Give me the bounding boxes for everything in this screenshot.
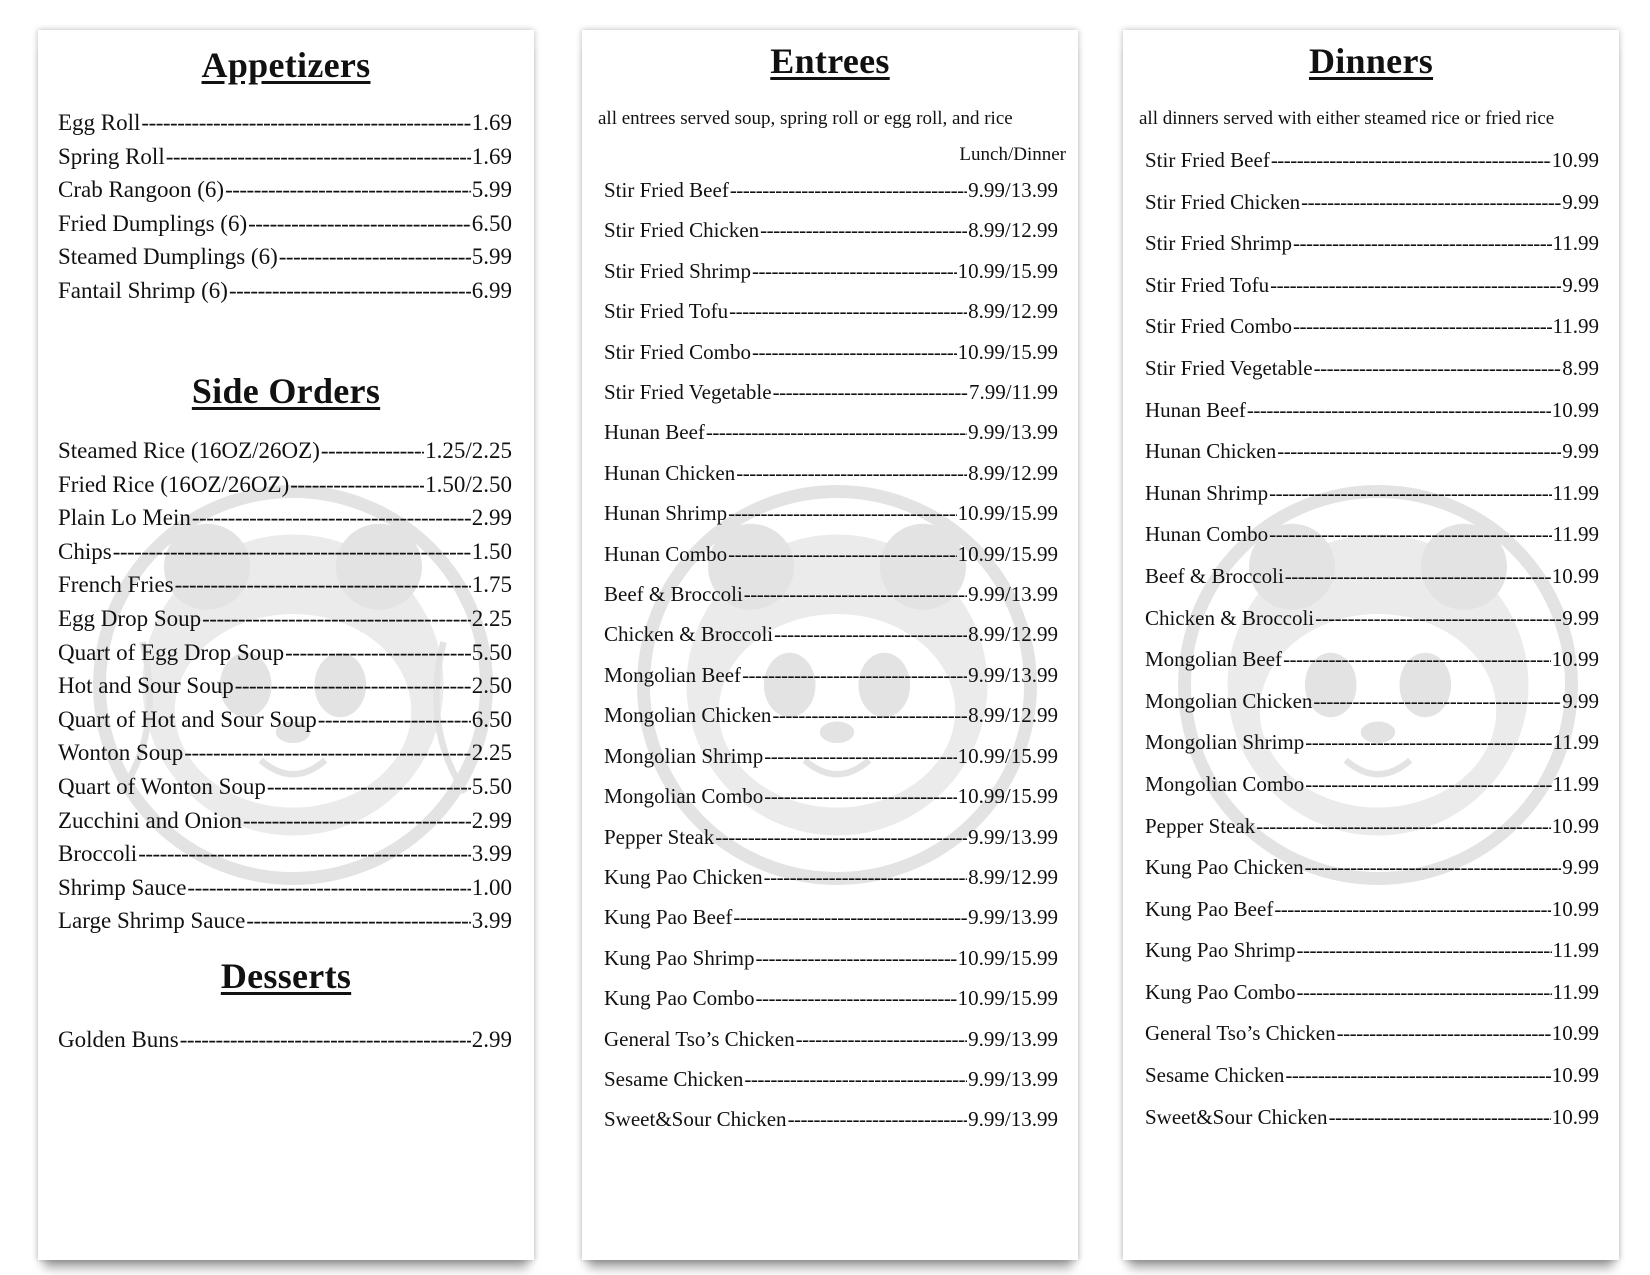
- menu-item-name: Plain Lo Mein: [58, 505, 191, 531]
- menu-item-name: Zucchini and Onion: [58, 807, 242, 833]
- menu-item: [1145, 847, 1599, 889]
- menu-item-price: 9.99: [1562, 688, 1599, 713]
- menu-item-name: Crab Rangoon (6): [58, 177, 225, 203]
- menu-item-name: Quart of Wonton Soup: [58, 773, 266, 799]
- menu-item-price: 2.99: [471, 505, 512, 531]
- menu-item-price: 10.99/15.99: [957, 339, 1058, 364]
- menu-item-name: Sweet&Sour Chicken: [1145, 1104, 1328, 1129]
- menu-item-leader: [321, 434, 424, 468]
- menu-item-name: Hunan Combo: [1145, 522, 1269, 547]
- menu-item-leader: [246, 904, 470, 938]
- menu-panel-entrees: [582, 30, 1078, 1260]
- menu-item-name: General Tso’s Chicken: [1145, 1021, 1336, 1046]
- menu-item-price: 10.99: [1551, 1063, 1599, 1088]
- menu-item: [1145, 1013, 1599, 1055]
- menu-item-price: 1.75: [471, 572, 512, 598]
- entrees-price-header: Lunch/Dinner: [959, 144, 1066, 165]
- menu-item-leader: [744, 574, 967, 614]
- menu-item: [58, 871, 512, 905]
- menu-item-price: 11.99: [1552, 522, 1599, 547]
- menu-item-name: Hunan Beef: [604, 420, 705, 445]
- menu-item-leader: [1293, 306, 1552, 348]
- menu-item: [604, 534, 1058, 574]
- menu-item: [58, 140, 512, 174]
- menu-item-name: Mongolian Chicken: [1145, 688, 1313, 713]
- menu-item-leader: [1256, 806, 1551, 848]
- menu-item-name: Stir Fried Combo: [1145, 314, 1293, 339]
- menu-item-price: 10.99/15.99: [957, 945, 1058, 970]
- menu-item-name: Stir Fried Tofu: [604, 299, 729, 324]
- menu-item: [604, 695, 1058, 735]
- menu-item: [604, 857, 1058, 897]
- menu-item-name: Chips: [58, 538, 112, 564]
- menu-item-price: 3.99: [471, 841, 512, 867]
- menu-item: [58, 106, 512, 140]
- menu-item-name: Hunan Shrimp: [604, 501, 728, 526]
- menu-item: [58, 468, 512, 502]
- menu-item-name: Egg Roll: [58, 110, 141, 135]
- menu-item-price: 1.69: [471, 110, 512, 135]
- menu-item: [1145, 930, 1599, 972]
- menu-item-name: Mongolian Beef: [1145, 647, 1283, 672]
- menu-item-leader: [1270, 265, 1561, 307]
- menu-item-price: 1.69: [471, 143, 512, 169]
- menu-item-leader: [1297, 972, 1552, 1014]
- menu-item-leader: [202, 602, 471, 636]
- menu-panel-left: [38, 30, 534, 1260]
- menu-item-price: 9.99/13.99: [968, 1066, 1058, 1091]
- menu-item-price: 11.99: [1552, 771, 1599, 796]
- menu-item-leader: [180, 1023, 471, 1057]
- menu-item-leader: [1305, 722, 1551, 764]
- menu-item: [58, 669, 512, 703]
- menu-item: [58, 770, 512, 804]
- menu-item-leader: [736, 453, 967, 493]
- menu-item-price: 8.99/12.99: [968, 299, 1058, 324]
- menu-item: [604, 170, 1058, 210]
- menu-item-name: Kung Pao Shrimp: [604, 945, 755, 970]
- menu-item-leader: [1274, 889, 1550, 931]
- menu-item-price: 11.99: [1552, 480, 1599, 505]
- menu-item-name: Quart of Egg Drop Soup: [58, 639, 285, 665]
- appetizers-title: Appetizers: [201, 45, 371, 85]
- menu-item: [58, 240, 512, 274]
- menu-item-leader: [1269, 473, 1551, 515]
- menu-item: [1145, 764, 1599, 806]
- menu-item-price: 8.99/12.99: [968, 460, 1058, 485]
- menu-item: [1145, 431, 1599, 473]
- menu-item: [604, 412, 1058, 452]
- menu-item-leader: [1277, 431, 1561, 473]
- side-orders-title: Side Orders: [191, 371, 381, 411]
- menu-item-leader: [728, 534, 957, 574]
- menu-item: [1145, 972, 1599, 1014]
- menu-item-name: Beef & Broccoli: [1145, 563, 1284, 588]
- menu-item-leader: [184, 736, 470, 770]
- menu-item-leader: [225, 173, 471, 207]
- menu-item-leader: [1301, 182, 1561, 224]
- menu-item: [58, 636, 512, 670]
- menu-item-name: Stir Fried Chicken: [604, 218, 760, 243]
- menu-item-leader: [318, 703, 471, 737]
- menu-item-price: 2.99: [471, 807, 512, 833]
- menu-item-price: 11.99: [1552, 979, 1599, 1004]
- menu-item-price: 9.99/13.99: [968, 178, 1058, 202]
- menu-item: [1145, 390, 1599, 432]
- menu-item-leader: [1297, 930, 1552, 972]
- menu-item-name: Hunan Combo: [604, 541, 728, 566]
- menu-item-leader: [1314, 348, 1562, 390]
- menu-item: [58, 535, 512, 569]
- menu-panel-dinners: [1123, 30, 1619, 1260]
- menu-item: [604, 574, 1058, 614]
- menu-item-price: 10.99/15.99: [957, 986, 1058, 1011]
- menu-item: [604, 614, 1058, 654]
- menu-item-leader: [290, 468, 424, 502]
- dinners-list: [1145, 140, 1599, 1138]
- menu-item-price: 10.99: [1551, 896, 1599, 921]
- menu-item-name: Hunan Chicken: [1145, 439, 1277, 464]
- menu-item-name: Mongolian Beef: [604, 662, 742, 687]
- menu-item-name: Kung Pao Combo: [604, 986, 755, 1011]
- menu-item: [58, 568, 512, 602]
- menu-item-price: 11.99: [1552, 730, 1599, 755]
- menu-item-leader: [248, 207, 471, 241]
- menu-item-leader: [113, 535, 471, 569]
- menu-item-leader: [715, 817, 967, 857]
- menu-item-price: 5.99: [471, 177, 512, 203]
- menu-item-price: 9.99/13.99: [968, 824, 1058, 849]
- menu-item-price: 8.99/12.99: [968, 864, 1058, 889]
- menu-item-leader: [752, 251, 957, 291]
- desserts-list: [58, 1023, 512, 1057]
- menu-item-leader: [1285, 1055, 1550, 1097]
- menu-item-leader: [733, 897, 967, 937]
- menu-item: [1145, 514, 1599, 556]
- menu-item-price: 1.25/2.25: [425, 438, 512, 463]
- entrees-note: all entrees served soup, spring roll or egg roll, and rice: [598, 108, 1013, 129]
- menu-item: [1145, 598, 1599, 640]
- menu-item-name: Mongolian Chicken: [604, 703, 772, 728]
- menu-item-leader: [756, 938, 957, 978]
- menu-item-name: Quart of Hot and Sour Soup: [58, 706, 317, 732]
- menu-item: [604, 776, 1058, 816]
- menu-item-name: Kung Pao Combo: [1145, 979, 1296, 1004]
- menu-item-name: Stir Fried Shrimp: [604, 258, 752, 283]
- menu-item-leader: [728, 493, 957, 533]
- menu-item-leader: [1315, 598, 1561, 640]
- menu-item-name: Steamed Dumplings (6): [58, 244, 278, 270]
- menu-item-name: Stir Fried Vegetable: [604, 380, 772, 405]
- menu-item-leader: [1269, 514, 1551, 556]
- menu-item: [604, 897, 1058, 937]
- menu-item-name: Sesame Chicken: [1145, 1063, 1285, 1088]
- menu-item: [58, 804, 512, 838]
- menu-item: [1145, 140, 1599, 182]
- menu-item-name: Pepper Steak: [604, 824, 715, 849]
- menu-item-leader: [752, 332, 957, 372]
- menu-item-price: 8.99: [1562, 355, 1599, 380]
- menu-item-price: 9.99/13.99: [968, 582, 1058, 607]
- menu-item: [58, 736, 512, 770]
- menu-item: [604, 1019, 1058, 1059]
- menu-item-name: Fried Rice (16OZ/26OZ): [58, 471, 290, 497]
- entrees-title: Entrees: [770, 41, 890, 81]
- menu-item-price: 9.99/13.99: [968, 1107, 1058, 1132]
- menu-item-name: French Fries: [58, 572, 174, 598]
- menu-item: [604, 1059, 1058, 1099]
- menu-item-name: Beef & Broccoli: [604, 582, 743, 607]
- menu-item-price: 10.99: [1551, 1104, 1599, 1129]
- menu-item-name: Egg Drop Soup: [58, 605, 202, 631]
- menu-item-name: Stir Fried Shrimp: [1145, 231, 1293, 256]
- menu-item-price: 8.99/12.99: [968, 622, 1058, 647]
- menu-item: [58, 501, 512, 535]
- menu-item: [604, 978, 1058, 1018]
- menu-item-name: Wonton Soup: [58, 740, 184, 766]
- menu-item: [58, 904, 512, 938]
- menu-item-leader: [1283, 639, 1551, 681]
- menu-item-price: 2.25: [471, 740, 512, 766]
- menu-item-price: 11.99: [1552, 314, 1599, 339]
- menu-item-leader: [760, 210, 967, 250]
- dinners-title: Dinners: [1308, 41, 1434, 81]
- menu-item-leader: [764, 776, 956, 816]
- menu-item-name: Chicken & Broccoli: [1145, 605, 1315, 630]
- menu-item-name: Stir Fried Beef: [1145, 148, 1270, 172]
- menu-item-leader: [1313, 681, 1561, 723]
- menu-item-leader: [175, 568, 471, 602]
- menu-item-leader: [764, 736, 956, 776]
- dinners-note: all dinners served with either steamed rice or fried rice: [1139, 108, 1555, 129]
- desserts-title: Desserts: [220, 956, 352, 996]
- menu-item-leader: [166, 140, 471, 174]
- menu-item-price: 2.50: [471, 673, 512, 699]
- menu-item: [1145, 1097, 1599, 1139]
- menu-item-leader: [141, 106, 470, 140]
- menu-item-name: Broccoli: [58, 841, 138, 867]
- menu-item-price: 10.99/15.99: [957, 501, 1058, 526]
- menu-item-price: 10.99: [1551, 563, 1599, 588]
- menu-item-leader: [729, 291, 967, 331]
- menu-item-price: 9.99/13.99: [968, 905, 1058, 930]
- menu-item-leader: [730, 170, 967, 210]
- menu-item-leader: [187, 871, 470, 905]
- menu-item-name: Fried Dumplings (6): [58, 210, 248, 236]
- menu-item: [604, 493, 1058, 533]
- menu-item-leader: [1329, 1097, 1551, 1139]
- menu-item-price: 11.99: [1552, 938, 1599, 963]
- menu-item-leader: [243, 804, 471, 838]
- menu-item: [604, 291, 1058, 331]
- menu-item: [604, 1099, 1058, 1139]
- menu-item-price: 6.50: [471, 706, 512, 732]
- menu-item: [604, 938, 1058, 978]
- menu-item-leader: [138, 837, 471, 871]
- menu-item-name: Mongolian Shrimp: [1145, 730, 1305, 755]
- menu-item-price: 9.99: [1562, 605, 1599, 630]
- menu-item-name: Mongolian Shrimp: [604, 743, 764, 768]
- side-orders-list: [58, 434, 512, 938]
- menu-item-leader: [1337, 1013, 1551, 1055]
- menu-item-name: Shrimp Sauce: [58, 874, 187, 900]
- menu-item-price: 9.99: [1562, 189, 1599, 214]
- menu-item-leader: [1285, 556, 1551, 598]
- menu-item: [604, 251, 1058, 291]
- menu-item-leader: [279, 240, 471, 274]
- menu-item: [1145, 306, 1599, 348]
- menu-item-name: Stir Fried Beef: [604, 178, 729, 202]
- menu-item-name: Spring Roll: [58, 143, 165, 169]
- menu-item-price: 10.99/15.99: [957, 743, 1058, 768]
- menu-item-leader: [773, 372, 968, 412]
- menu-item-leader: [235, 669, 471, 703]
- menu-item-price: 9.99: [1562, 855, 1599, 880]
- menu-item-name: Chicken & Broccoli: [604, 622, 774, 647]
- menu-item-leader: [285, 636, 471, 670]
- menu-item-price: 10.99: [1551, 1021, 1599, 1046]
- menu-item-price: 8.99/12.99: [968, 218, 1058, 243]
- menu-item: [604, 453, 1058, 493]
- menu-item-leader: [229, 274, 471, 308]
- menu-item-name: Stir Fried Tofu: [1145, 272, 1270, 297]
- menu-item-leader: [267, 770, 471, 804]
- menu-item-name: Hunan Chicken: [604, 460, 736, 485]
- menu-item-name: Golden Buns: [58, 1027, 179, 1052]
- menu-item-price: 1.50: [471, 538, 512, 564]
- menu-item-name: Stir Fried Combo: [604, 339, 752, 364]
- menu-item-leader: [1247, 390, 1551, 432]
- menu-item-name: Kung Pao Chicken: [604, 864, 763, 889]
- menu-item-price: 3.99: [471, 908, 512, 934]
- menu-item: [1145, 348, 1599, 390]
- menu-item: [58, 274, 512, 308]
- menu-item-name: Hunan Shrimp: [1145, 480, 1269, 505]
- menu-item-price: 5.50: [471, 639, 512, 665]
- menu-item: [604, 210, 1058, 250]
- menu-item-leader: [192, 501, 471, 535]
- menu-item-price: 8.99/12.99: [968, 703, 1058, 728]
- menu-item-price: 9.99: [1562, 439, 1599, 464]
- menu-item-leader: [706, 412, 967, 452]
- menu-item: [58, 207, 512, 241]
- menu-item-name: Kung Pao Shrimp: [1145, 938, 1296, 963]
- menu-item-name: Hunan Beef: [1145, 397, 1246, 422]
- menu-item-price: 10.99: [1551, 647, 1599, 672]
- menu-item-leader: [742, 655, 967, 695]
- menu-item-name: Kung Pao Beef: [1145, 896, 1274, 921]
- menu-item: [1145, 473, 1599, 515]
- menu-item-name: Stir Fried Chicken: [1145, 189, 1301, 214]
- menu-item-name: Large Shrimp Sauce: [58, 908, 246, 934]
- menu-item-leader: [1271, 140, 1551, 182]
- menu-item-name: General Tso’s Chicken: [604, 1026, 795, 1051]
- menu-item-price: 10.99/15.99: [957, 258, 1058, 283]
- menu-item-leader: [1305, 764, 1551, 806]
- menu-item: [604, 332, 1058, 372]
- menu-item-leader: [756, 978, 957, 1018]
- menu-item-leader: [1293, 223, 1552, 265]
- appetizers-list: [58, 106, 512, 308]
- menu-item-price: 5.50: [471, 773, 512, 799]
- menu-item: [604, 372, 1058, 412]
- menu-item: [1145, 889, 1599, 931]
- menu-item-price: 1.50/2.50: [425, 471, 512, 497]
- menu-item: [58, 434, 512, 468]
- menu-item-name: Kung Pao Chicken: [1145, 855, 1304, 880]
- menu-item: [58, 837, 512, 871]
- menu-item-leader: [796, 1019, 968, 1059]
- menu-item-name: Pepper Steak: [1145, 813, 1256, 838]
- menu-item: [1145, 639, 1599, 681]
- entrees-list: [604, 170, 1058, 1140]
- menu-item-price: 7.99/11.99: [968, 380, 1058, 405]
- menu-item-name: Hot and Sour Soup: [58, 673, 234, 699]
- menu-item-name: Steamed Rice (16OZ/26OZ): [58, 438, 320, 463]
- menu-item-leader: [774, 614, 967, 654]
- menu-item-price: 9.99/13.99: [968, 662, 1058, 687]
- menu-item-price: 9.99: [1562, 272, 1599, 297]
- menu-item: [604, 817, 1058, 857]
- menu-item: [58, 173, 512, 207]
- menu-item-price: 6.50: [471, 210, 512, 236]
- menu-item-name: Sweet&Sour Chicken: [604, 1107, 787, 1132]
- menu-item-price: 2.25: [471, 605, 512, 631]
- menu-item-price: 10.99: [1551, 397, 1599, 422]
- menu-item-leader: [1305, 847, 1562, 889]
- menu-item-price: 2.99: [471, 1027, 512, 1052]
- menu-item-name: Stir Fried Vegetable: [1145, 355, 1313, 380]
- menu-item: [58, 602, 512, 636]
- menu-item-price: 10.99/15.99: [957, 784, 1058, 809]
- menu-item-name: Mongolian Combo: [604, 784, 764, 809]
- menu-item: [1145, 722, 1599, 764]
- menu-item: [604, 736, 1058, 776]
- menu-item: [58, 703, 512, 737]
- menu-item-leader: [772, 695, 967, 735]
- menu-item-price: 6.99: [471, 277, 512, 303]
- menu-item-price: 9.99/13.99: [968, 1026, 1058, 1051]
- menu-item-name: Fantail Shrimp (6): [58, 277, 228, 303]
- menu-item: [1145, 806, 1599, 848]
- menu-item: [58, 1023, 512, 1057]
- menu-item-price: 5.99: [471, 244, 512, 270]
- menu-item-price: 10.99: [1551, 813, 1599, 838]
- menu-item-leader: [764, 857, 968, 897]
- menu-item: [1145, 182, 1599, 224]
- menu-item: [1145, 1055, 1599, 1097]
- menu-item: [1145, 681, 1599, 723]
- menu-item-price: 10.99/15.99: [957, 541, 1058, 566]
- menu-item: [1145, 223, 1599, 265]
- menu-item-price: 10.99: [1551, 148, 1599, 172]
- menu-item: [1145, 556, 1599, 598]
- menu-item-leader: [744, 1059, 967, 1099]
- menu-item-price: 11.99: [1552, 231, 1599, 256]
- menu-item-price: 9.99/13.99: [968, 420, 1058, 445]
- menu-item-name: Kung Pao Beef: [604, 905, 733, 930]
- menu-item: [1145, 265, 1599, 307]
- menu-item: [604, 655, 1058, 695]
- menu-item-price: 1.00: [471, 874, 512, 900]
- menu-item-name: Sesame Chicken: [604, 1066, 744, 1091]
- menu-item-name: Mongolian Combo: [1145, 771, 1305, 796]
- menu-item-leader: [788, 1099, 968, 1139]
